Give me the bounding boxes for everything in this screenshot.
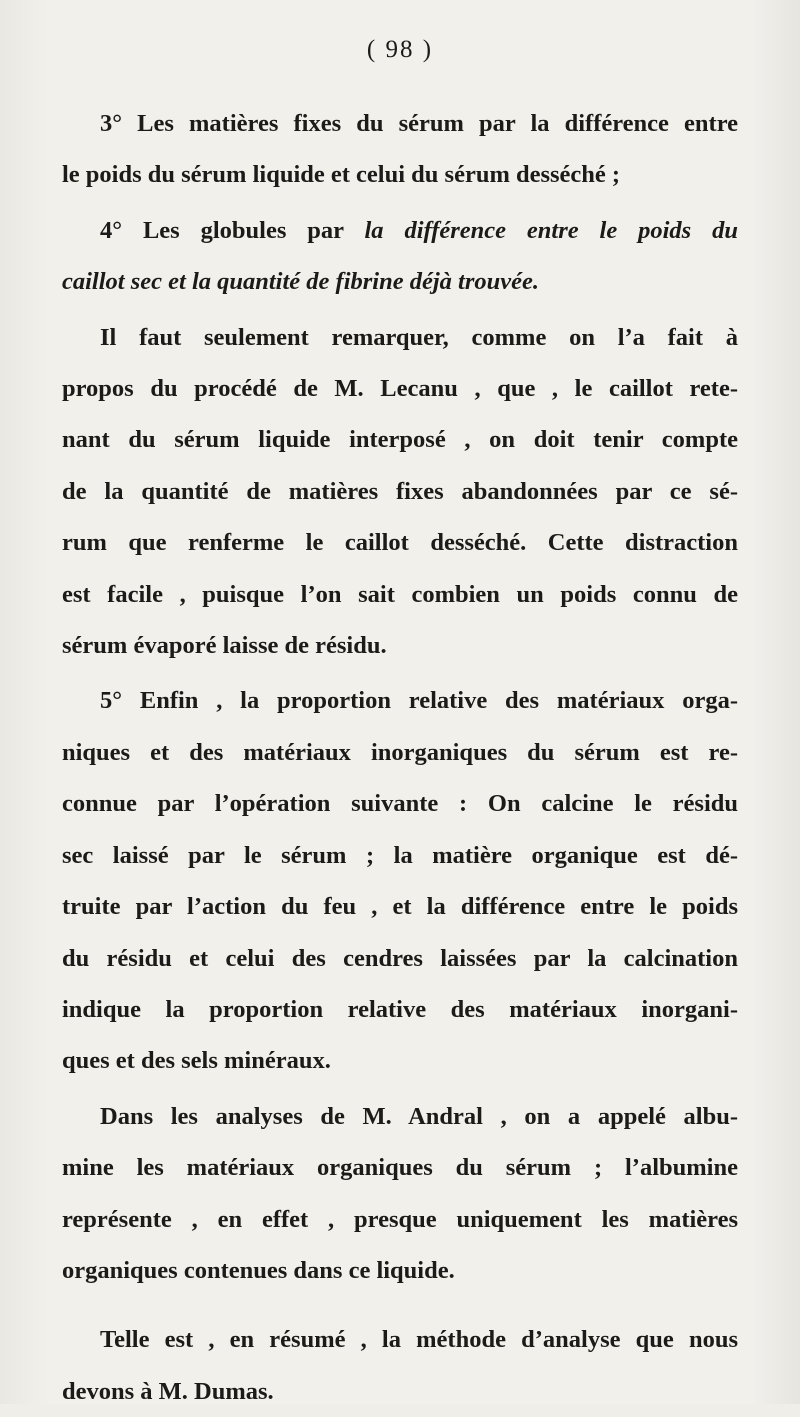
text-line: 5° Enfin , la proportion relative des matériaux orga- xyxy=(100,687,738,715)
paragraph-remark-lecanu xyxy=(62,312,738,672)
text-line: Telle est , en résumé , la méthode d’analyse que nous xyxy=(100,1326,738,1354)
text-line xyxy=(62,205,738,256)
paragraph-dumas-method xyxy=(62,1314,738,1417)
page-number-header: ( 98 ) xyxy=(366,36,434,63)
text-line: est facile , puisque l’on sait combien un poids connu de xyxy=(62,580,738,608)
text-line: sec laissé par le sérum ; la matière organique est dé- xyxy=(62,841,738,869)
text-line: truite par l’action du feu , et la différence entre le poids xyxy=(62,893,738,921)
paragraph-andral-albumine xyxy=(62,1091,738,1297)
text-line: propos du procédé de M. Lecanu , que , le caillot rete- xyxy=(62,375,738,403)
text-line: devons à M. Dumas. xyxy=(62,1377,274,1405)
text-line: de la quantité de matières fixes abandonnées par ce sé- xyxy=(62,477,738,505)
paragraph-3-serum-fixed-matter xyxy=(62,98,738,201)
text-line: niques et des matériaux inorganiques du sérum est re- xyxy=(62,738,738,766)
body-text xyxy=(62,98,738,1417)
text-line: organiques contenues dans ce liquide. xyxy=(62,1256,455,1284)
text-line: 3° Les matières fixes du sérum par la différence entre xyxy=(100,110,738,137)
text-line: Dans les analyses de M. Andral , on a appelé albu- xyxy=(100,1102,738,1130)
text-line: le poids du sérum liquide et celui du sérum desséché ; xyxy=(62,161,621,189)
text-line: représente , en effet , presque uniquement les matières xyxy=(62,1205,738,1233)
paragraph-4-globules xyxy=(62,205,738,308)
text-line: indique la proportion relative des matériaux inorgani- xyxy=(62,995,738,1023)
text-line: connue par l’opération suivante : On calcine le résidu xyxy=(62,790,738,818)
text-line: sérum évaporé laisse de résidu. xyxy=(62,632,387,660)
italic-fragment: la différence entre le poids du xyxy=(364,216,738,244)
text-fragment: 4° Les globules par xyxy=(100,216,365,244)
paragraph-5-organic-inorganic xyxy=(62,675,738,1086)
text-line: ques et des sels minéraux. xyxy=(62,1047,331,1075)
text-line: nant du sérum liquide interposé , on doit tenir compte xyxy=(62,426,738,454)
text-line: du résidu et celui des cendres laissées par la calcination xyxy=(62,944,738,972)
text-line: Il faut seulement remarquer, comme on l’a fait à xyxy=(100,323,738,351)
text-line: mine les matériaux organiques du sérum ; l’albumine xyxy=(62,1154,738,1182)
text-line: caillot sec et la quantité de fibrine déjà trouvée. xyxy=(62,268,539,296)
text-line: rum que renferme le caillot desséché. Cette distraction xyxy=(62,529,738,557)
